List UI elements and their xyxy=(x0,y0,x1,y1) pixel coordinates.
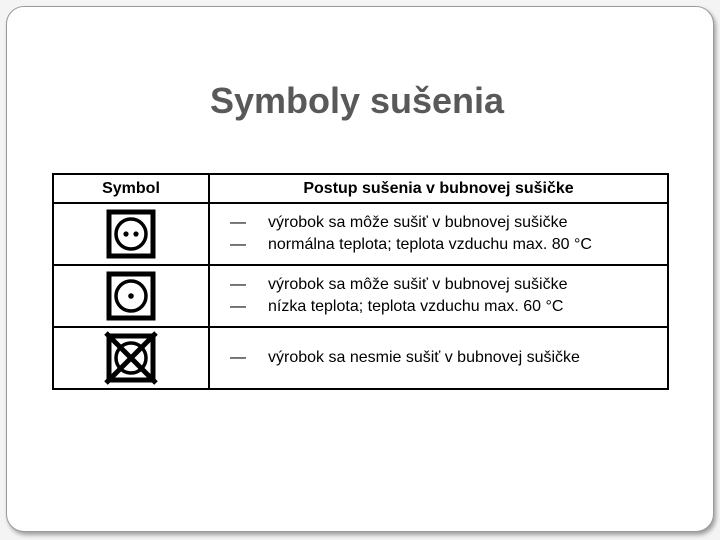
list-item xyxy=(230,274,667,296)
list-item xyxy=(230,234,667,256)
tumble-dry-normal-icon xyxy=(106,209,156,259)
table-row xyxy=(53,265,668,327)
slide-title: Symboly sušenia xyxy=(209,80,505,121)
procedure-text: normálna teplota; teplota vzduchu max. 80 °C xyxy=(268,236,592,253)
procedure-cell xyxy=(209,265,668,327)
procedure-text: výrobok sa môže sušiť v bubnovej sušičke xyxy=(268,214,568,231)
tumble-dry-low-icon xyxy=(106,271,156,321)
symbol-cell xyxy=(53,327,209,389)
list-item xyxy=(230,212,667,234)
drying-symbols-table xyxy=(52,173,669,390)
symbol-cell xyxy=(53,203,209,265)
dash-bullet: — xyxy=(230,349,246,366)
procedure-column-header: Postup sušenia v bubnovej sušičke xyxy=(209,174,668,203)
list-item xyxy=(230,296,667,318)
list-item xyxy=(230,347,667,369)
dash-bullet: — xyxy=(230,236,246,253)
dash-bullet: — xyxy=(230,276,246,293)
symbol-cell xyxy=(53,265,209,327)
table-row xyxy=(53,203,668,265)
procedure-cell xyxy=(209,203,668,265)
procedure-cell xyxy=(209,327,668,389)
dash-bullet: — xyxy=(230,214,246,231)
symbol-column-header: Symbol xyxy=(53,174,209,203)
table-row xyxy=(53,327,668,389)
procedure-text: výrobok sa nesmie sušiť v bubnovej sušičke xyxy=(268,349,580,366)
dash-bullet: — xyxy=(230,298,246,315)
table-header-row xyxy=(53,174,668,203)
procedure-text: výrobok sa môže sušiť v bubnovej sušičke xyxy=(268,276,568,293)
do-not-tumble-dry-icon xyxy=(103,330,159,386)
procedure-text: nízka teplota; teplota vzduchu max. 60 °C xyxy=(268,298,564,315)
